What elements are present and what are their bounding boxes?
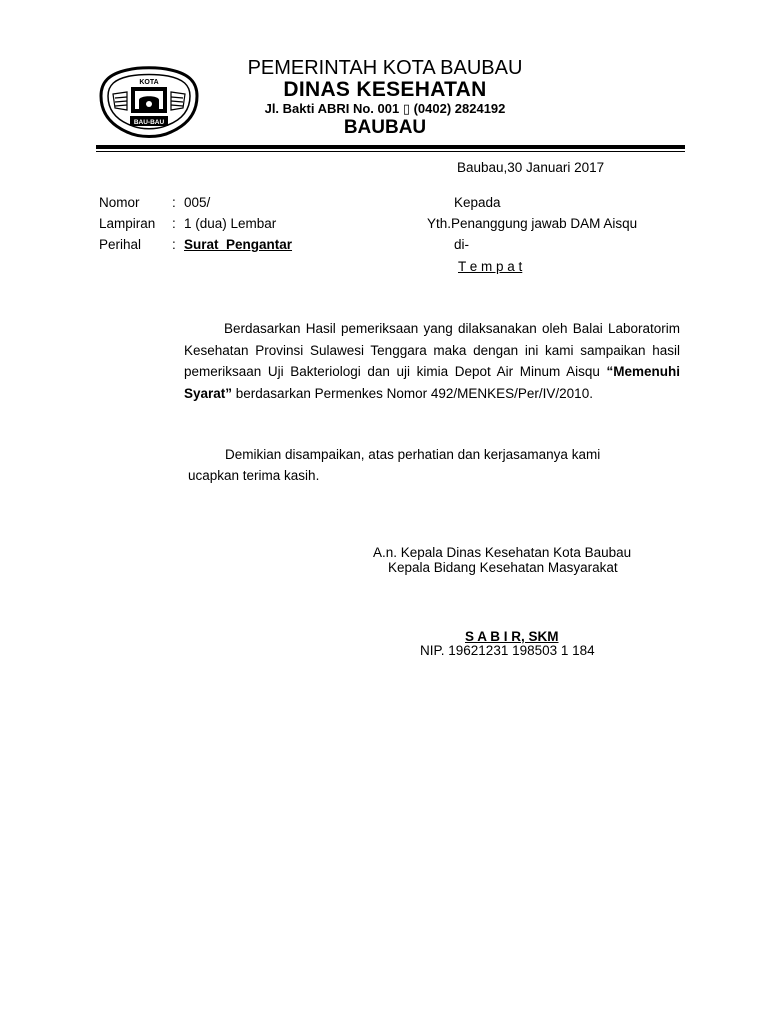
recipient-kepada: Kepada xyxy=(454,195,501,210)
signature-title-1: A.n. Kepala Dinas Kesehatan Kota Baubau xyxy=(373,545,632,560)
letter-date: Baubau,30 Januari 2017 xyxy=(457,160,605,175)
government-name: PEMERINTAH KOTA BAUBAU xyxy=(247,57,523,79)
perihal-colon: : xyxy=(172,237,176,252)
lampiran-value: 1 (dua) Lembar xyxy=(184,216,277,231)
body-p1-emphasis: “Memenuhi Syarat” xyxy=(184,364,680,402)
emblem-top-text: KOTA xyxy=(139,79,159,86)
emblem-bottom-text: BAU-BAU xyxy=(133,119,165,126)
kota-baubau-emblem xyxy=(97,60,201,142)
body-p1-text-end: berdasarkan Permenkes Nomor 492/MENKES/Per/IV/2010. xyxy=(232,386,593,402)
signatory-nip: NIP. 19621231 198503 1 184 xyxy=(420,643,595,658)
lampiran-label: Lampiran xyxy=(99,216,156,231)
recipient-tempat: T e m p a t xyxy=(458,259,523,274)
signatory-name: S A B I R, SKM xyxy=(465,629,559,644)
letterhead-rule-thick xyxy=(96,145,685,149)
body-paragraph-2-line-2: ucapkan terima kasih. xyxy=(188,468,320,483)
nomor-label: Nomor xyxy=(99,195,140,210)
perihal-value: Surat Pengantar xyxy=(184,237,293,252)
agency-city: BAUBAU xyxy=(343,117,427,138)
body-p1-text: Berdasarkan Hasil pemeriksaan yang dilaksanakan oleh Balai Laboratorim Kesehatan Provinsi Sulawesi Tenggara maka dengan ini kami sampaikan hasil pemeriksaan Uji Bakteriologi dan uji kimia Depot Air Minum Aisqu xyxy=(184,321,680,380)
agency-name: DINAS KESEHATAN xyxy=(283,78,487,101)
nomor-value: 005/ xyxy=(184,195,211,210)
lampiran-colon: : xyxy=(172,216,176,231)
recipient-di: di- xyxy=(454,237,470,252)
body-paragraph-1 xyxy=(184,318,680,405)
letterhead-rule-thin xyxy=(96,151,685,152)
nomor-colon: : xyxy=(172,195,176,210)
signature-title-2: Kepala Bidang Kesehatan Masyarakat xyxy=(388,560,618,575)
perihal-label: Perihal xyxy=(99,237,142,252)
recipient-yth: Yth.Penanggung jawab DAM Aisqu xyxy=(427,216,638,231)
agency-address: Jl. Bakti ABRI No. 001 ▯ (0402) 2824192 xyxy=(264,101,506,116)
body-paragraph-2-line-1: Demikian disampaikan, atas perhatian dan kerjasamanya kami xyxy=(225,447,601,462)
